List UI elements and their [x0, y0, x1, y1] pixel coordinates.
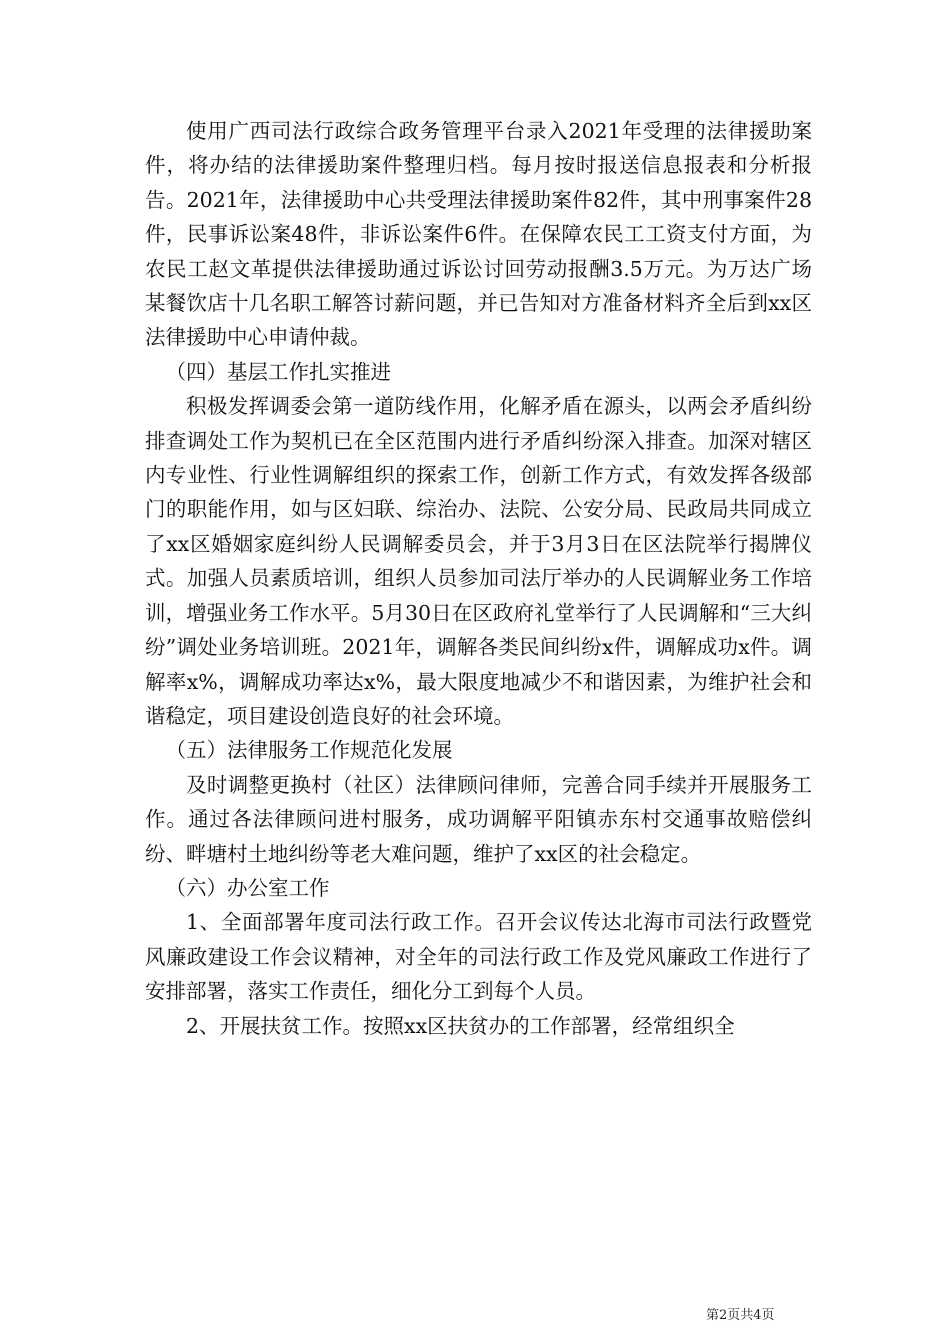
paragraph-legal-aid-cases: 使用广西司法行政综合政务管理平台录入2021年受理的法律援助案件，将办结的法律援助案件整理归档。每月按时报送信息报表和分析报告。2021年，法律援助中心共受理法律援助案件82件，其中刑事案件28件，民事诉讼案48件，非诉讼案件6件。在保障农民工工资支付方面，为农民工赵文革提供法律援助通过诉讼讨回劳动报酬3.5万元。为万达广场某餐饮店十几名职工解答讨薪问题，并已告知对方准备材料齐全后到xx区法律援助中心申请仲裁。 [145, 119, 812, 350]
section-heading-legal-services: （五）法律服务工作规范化发展 [165, 738, 453, 763]
section-heading-office-work: （六）办公室工作 [165, 875, 330, 900]
paragraph-mediation: 积极发挥调委会第一道防线作用，化解矛盾在源头，以两会矛盾纠纷排查调处工作为契机已在全区范围内进行矛盾纠纷深入排查。加深对辖区内专业性、行业性调解组织的探索工作，创新工作方式，有效发挥各级部门的职能作用，如与区妇联、综治办、法院、公安分局、民政局共同成立了xx区婚姻家庭纠纷人民调解委员会，并于3月3日在区法院举行揭牌仪式。加强人员素质培训，组织人员参加司法厅举办的人民调解业务工作培训，增强业务工作水平。5月30日在区政府礼堂举行了人民调解和“三大纠纷”调处业务培训班。2021年，调解各类民间纠纷x件，调解成功x件。调解率x%，调解成功率达x%，最大限度地减少不和谐因素，为维护社会和谐稳定，项目建设创造良好的社会环境。 [145, 394, 812, 728]
page-number: 第2页共4页 [706, 1308, 775, 1323]
section-heading-grassroots: （四）基层工作扎实推进 [165, 359, 391, 384]
paragraph-annual-deployment: 1、全面部署年度司法行政工作。召开会议传达北海市司法行政暨党风廉政建设工作会议精神，对全年的司法行政工作及党风廉政工作进行了安排部署，落实工作责任，细化分工到每个人员。 [145, 910, 812, 1004]
paragraph-poverty-alleviation: 2、开展扶贫工作。按照xx区扶贫办的工作部署，经常组织全 [186, 1013, 735, 1038]
document-body [145, 114, 812, 1043]
paragraph-legal-advisors: 及时调整更换村（社区）法律顾问律师，完善合同手续并开展服务工作。通过各法律顾问进村服务，成功调解平阳镇赤东村交通事故赔偿纠纷、畔塘村土地纠纷等老大难问题，维护了xx区的社会稳定。 [145, 772, 812, 866]
